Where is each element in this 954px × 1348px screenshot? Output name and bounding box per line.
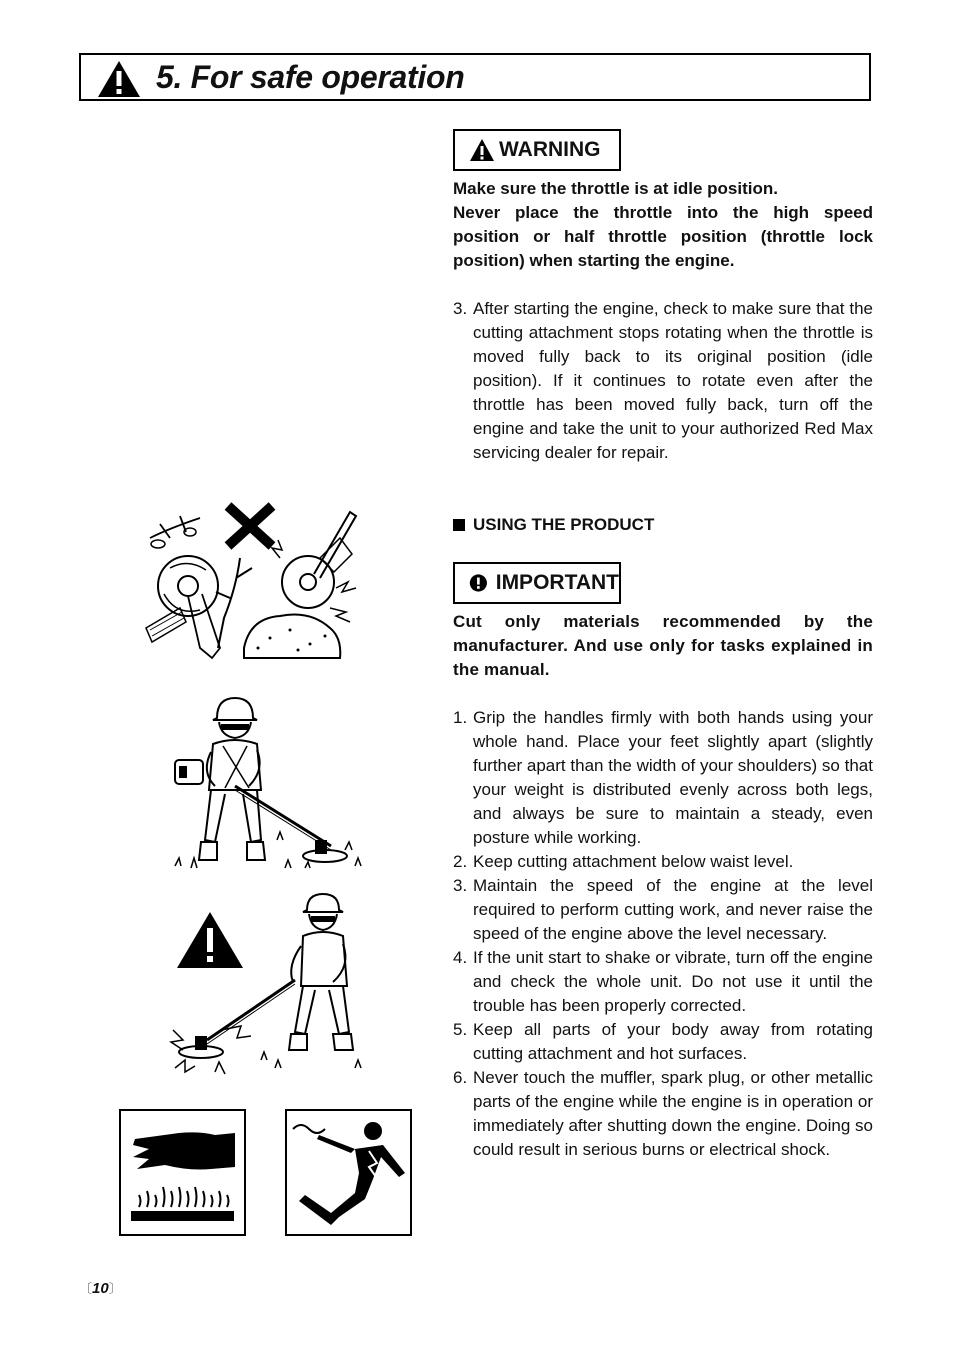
warning-triangle-icon	[97, 60, 141, 98]
list-number: 5.	[453, 1020, 468, 1039]
exclamation-circle-icon	[469, 571, 488, 595]
list-text: Maintain the speed of the engine at the level required to perform cutting work, and never raise the speed of the engine above the level necessary.	[473, 876, 873, 943]
list-item	[453, 946, 873, 1018]
square-bullet-icon	[453, 519, 465, 531]
list-item	[453, 850, 873, 874]
list-number: 6.	[453, 1068, 468, 1087]
list-number: 3.	[453, 299, 468, 318]
list-text: Keep cutting attachment below waist level.	[473, 852, 794, 871]
list-text: Never touch the muffler, spark plug, or other metallic parts of the engine while the engine is in operation or immediately after shutting down the engine. Doing so could result in serious burns or electrical shock.	[473, 1068, 873, 1159]
warning-line-2: Never place the throttle into the high speed position or half throttle position (throttle lock position) when starting the engine.	[453, 203, 873, 270]
list-text: After starting the engine, check to make sure that the cutting attachment stops rotating when the throttle is moved fully back to its original position (idle position). If it continues to rotate even after the throttle has been moved fully back, turn off the engine and take the unit to your authorized Red Max servicing dealer for repair.	[473, 299, 873, 462]
warning-label-box	[453, 129, 621, 171]
list-number: 4.	[453, 948, 468, 967]
important-label: IMPORTANT	[495, 571, 619, 594]
list-text: If the unit start to shake or vibrate, turn off the engine and check the whole unit. Do not use it until the trouble has been properly corrected.	[473, 948, 873, 1015]
usage-list	[453, 706, 873, 1162]
list-number: 3.	[453, 876, 468, 895]
list-number: 1.	[453, 708, 468, 727]
list-text: Keep all parts of your body away from rotating cutting attachment and hot surfaces.	[473, 1020, 873, 1063]
correct-posture-illustration	[165, 690, 370, 875]
list-text: Grip the handles firmly with both hands using your whole hand. Place your feet slightly apart (slightly further apart than the width of your shoulders) so that your weight is distributed evenly across both legs, and always be sure to maintain a steady, even posture while working.	[473, 708, 873, 847]
page-number: 〔10〕	[79, 1280, 122, 1297]
list-item	[453, 1018, 873, 1066]
important-label-box	[453, 562, 621, 604]
list-number: 2.	[453, 852, 468, 871]
hot-surface-icon	[119, 1109, 246, 1236]
warning-triangle-icon	[469, 138, 495, 162]
improper-use-illustration	[140, 498, 370, 678]
warning-text	[453, 177, 873, 273]
warning-label: WARNING	[499, 138, 601, 161]
section-heading	[453, 513, 654, 537]
list-item	[453, 706, 873, 850]
section-title-box	[79, 53, 871, 101]
list-item	[453, 874, 873, 946]
page-number-value: 10	[92, 1280, 109, 1297]
page-title: 5. For safe operation	[156, 59, 465, 95]
section-heading-text: USING THE PRODUCT	[473, 515, 655, 534]
list-item	[453, 1066, 873, 1162]
danger-illustration	[155, 890, 370, 1090]
warning-line-1: Make sure the throttle is at idle position.	[453, 179, 778, 198]
electric-shock-icon	[285, 1109, 412, 1236]
step-3-block	[453, 297, 873, 465]
list-item	[453, 297, 873, 465]
important-text: Cut only materials recommended by the manufacturer. And use only for tasks explained in the manual.	[453, 612, 873, 679]
